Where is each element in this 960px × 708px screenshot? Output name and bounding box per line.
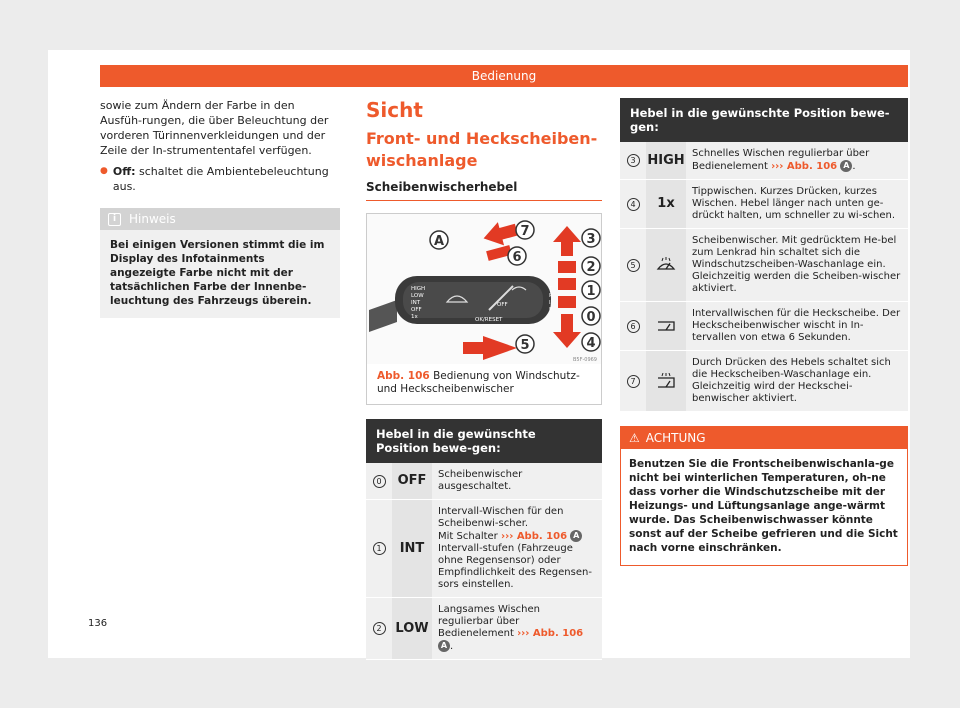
row-symbol: OFF xyxy=(392,463,432,500)
callout-5: 5 xyxy=(520,338,530,353)
row-text: Langsames Wischen regulierbar über Bedienelement xyxy=(438,604,540,639)
row-text: Scheibenwischer. Mit gedrücktem He-bel zum Lenkrad hin schaltet sich die Windschutzscheiben-Waschanlage ein. Gleichzeitig werden die Scheiben-wischer aktiviert. xyxy=(686,229,908,302)
ref-circle: A xyxy=(840,160,852,172)
windshield-washer-icon xyxy=(656,257,676,273)
wiper-lever-illustration xyxy=(367,214,601,364)
section-subtitle: Front- und Heckscheiben-wischanlage xyxy=(366,129,598,170)
ref-circle: A xyxy=(570,530,582,542)
trip-letter-p: P xyxy=(549,307,553,313)
warning-box xyxy=(620,426,908,566)
row-text: Scheibenwischer ausgeschaltet. xyxy=(432,463,602,500)
row-number: 3 xyxy=(627,154,640,167)
row-symbol: 1x xyxy=(646,180,686,229)
table-right-title: Hebel in die gewünschte Position bewe-gen: xyxy=(620,98,908,142)
figure-caption-label: Abb. 106 xyxy=(377,370,430,382)
table-right xyxy=(620,98,908,412)
bullet-label: Off: xyxy=(112,165,136,178)
lever-label-low: LOW xyxy=(411,293,424,299)
row-number: 7 xyxy=(627,375,640,388)
page-number: 136 xyxy=(88,618,108,629)
page-header: Bedienung xyxy=(100,65,908,87)
row-text: Intervall-Wischen für den Scheibenwi-scher. xyxy=(438,506,564,529)
bullet-item xyxy=(100,164,340,194)
callout-1: 1 xyxy=(586,284,596,299)
callout-2: 2 xyxy=(586,260,596,275)
row-symbol: INT xyxy=(392,500,432,598)
row-text: Durch Drücken des Hebels schaltet sich die Heckscheiben-Waschanlage ein. Gleichzeitig wird der Heckschei-benwischer aktiviert. xyxy=(686,351,908,412)
lever-label-1x: 1x xyxy=(411,314,418,320)
figure-code: B5F-0969 xyxy=(572,357,597,363)
trip-letter-r: R xyxy=(549,293,553,299)
rear-washer-icon xyxy=(656,373,676,389)
lever-label-off: OFF xyxy=(411,307,422,313)
figure-reference-link[interactable]: ››› Abb. 106 xyxy=(500,531,568,542)
callout-6: 6 xyxy=(512,250,522,265)
row-number: 5 xyxy=(627,259,640,272)
row-number: 0 xyxy=(373,475,386,488)
ref-circle: A xyxy=(438,640,450,652)
trip-letter-i: I xyxy=(549,300,551,306)
table-row xyxy=(620,229,908,302)
rear-wiper-icon xyxy=(656,319,676,333)
row-text: Intervallwischen für die Heckscheibe. Der Heckscheibenwischer wischt in In-tervallen von etwa 6 Sekunden. xyxy=(686,302,908,351)
warning-header xyxy=(621,427,907,449)
row-text: Tippwischen. Kurzes Drücken, kurzes Wischen. Hebel länger nach unten ge-drückt halten, um schneller zu wi-schen. xyxy=(686,180,908,229)
note-header xyxy=(100,208,340,230)
ok-reset-label: OK/RESET xyxy=(475,317,503,323)
warning-title: ACHTUNG xyxy=(645,431,706,445)
table-row xyxy=(620,302,908,351)
table-row xyxy=(620,351,908,412)
warning-text: Benutzen Sie die Frontscheibenwischanla-ge nicht bei winterlichen Temperaturen, oh-ne dass vorher die Windschutzscheibe mit der Heizungs- und Lüftungsanlage ange-wärmt wurde. Das Scheibenwischwasser könnte sonst auf der Scheibe gefrieren und die Sicht nach vorne einschränken. xyxy=(629,458,898,554)
row-symbol: HIGH xyxy=(646,142,686,180)
callout-0: 0 xyxy=(586,310,596,325)
column-left xyxy=(100,98,340,318)
table-row xyxy=(620,180,908,229)
table-left-title: Hebel in die gewünschte Position bewe-gen: xyxy=(366,419,602,463)
figure-reference-link[interactable]: ››› Abb. 106 xyxy=(771,161,838,172)
row-number: 1 xyxy=(373,542,386,555)
figure xyxy=(366,213,602,405)
subsection-title: Scheibenwischerhebel xyxy=(366,180,602,201)
off-label: OFF xyxy=(497,302,508,308)
note-title: Hinweis xyxy=(129,211,176,226)
lever-label-int: INT xyxy=(411,300,421,306)
warning-triangle-icon: ⚠ xyxy=(629,431,640,445)
info-icon: i xyxy=(108,213,121,226)
trip-letter-t: T xyxy=(549,286,553,292)
figure-caption xyxy=(367,364,601,404)
table-row xyxy=(366,463,602,500)
lever-label-high: HIGH xyxy=(411,286,426,292)
table-left xyxy=(366,419,602,660)
row-number: 6 xyxy=(627,320,640,333)
section-title: Sicht xyxy=(366,98,423,122)
column-middle xyxy=(366,98,602,660)
row-symbol: LOW xyxy=(392,598,432,660)
figure-caption-text: Bedienung von Windschutz- und Heckscheibenwischer xyxy=(377,370,580,395)
row-text: Schnelles Wischen regulierbar über Bedienelement xyxy=(692,148,870,172)
row-number: 2 xyxy=(373,622,386,635)
callout-a: A xyxy=(433,234,445,249)
callout-7: 7 xyxy=(520,224,530,239)
table-row: 1 INT Intervall-Wischen für den Scheibenwi-scher. Mit Schalter ››› Abb. 106 A Intervall-stufen (Fahrzeuge ohne Regensensor) oder Empfindlichkeit des Regensen-sors einstellen. xyxy=(366,500,602,598)
column-right xyxy=(620,98,908,566)
page xyxy=(48,50,910,658)
table-row: 3 HIGH Schnelles Wischen regulierbar über Bedienelement ››› Abb. 106 A . xyxy=(620,142,908,180)
table-row: 2 LOW Langsames Wischen regulierbar über Bedienelement ››› Abb. 106 A . xyxy=(366,598,602,660)
callout-4: 4 xyxy=(586,336,596,351)
note-text: Bei einigen Versionen stimmt die im Display des Infotainments angezeigte Farbe nicht mit der tatsächlichen Farbe der Innenbe-leuchtung des Fahrzeugs überein. xyxy=(110,239,325,307)
intro-paragraph: sowie zum Ändern der Farbe in den Ausfüh-rungen, die über Beleuchtung der vorderen Türinnenverkleidungen und der Zeile der In-strumententafel verfügen. xyxy=(100,99,329,157)
callout-3: 3 xyxy=(586,232,596,247)
row-number: 4 xyxy=(627,198,640,211)
bullet-icon: ● xyxy=(100,166,108,176)
bullet-text: schaltet die Ambientebeleuchtung aus. xyxy=(112,165,329,193)
figure-reference-link[interactable]: ››› Abb. 106 xyxy=(517,628,584,639)
note-box xyxy=(100,208,340,318)
